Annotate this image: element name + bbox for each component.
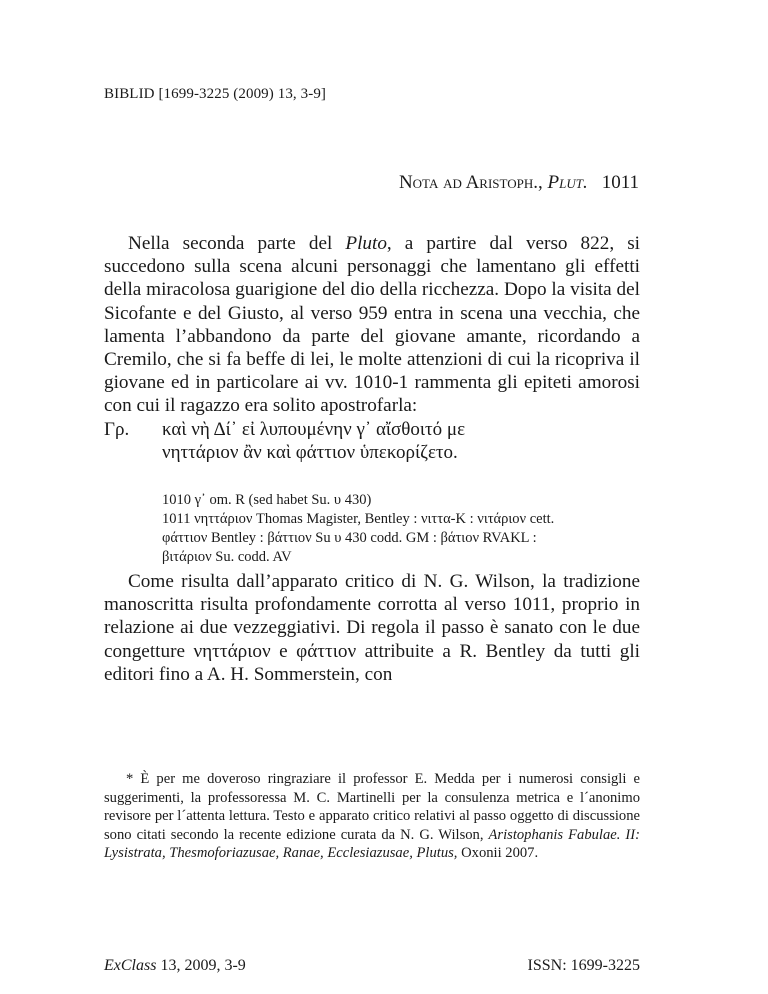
paragraph-intro-part2: , a partire dal verso 822, si succedono sulla scena alcuni personaggi che lamentano gli effetti della miracolosa guarigione del dio della ricchezza. Dopo la visita del Sicofante e del Giusto, al verso 959 entra in scena una vecchia, che lamenta l’abbandono da parte del giovane amante, ricordando a Cremilo, che si fa beffe di lei, le molte attenzioni di cui la ricopriva il giovane ed in particolare ai vv. 1010-1 rammenta gli epiteti amorosi con cui il ragazzo era solito apostrofarla: [104,233,640,417]
apparatus-line: 1010 γ᾽ om. R (sed habet Su. υ 430) [162,492,372,508]
apparatus-line: βιτάριον Su. codd. AV [162,549,292,565]
footnote-edition-title: Aristophanis Fabulae. II: Lysistrata, Thesmoforiazusae, Ranae, Ecclesiazusae, Plutus, [104,826,640,862]
verse-speaker: Γρ. [104,419,130,440]
paragraph-intro-part1: Nella seconda parte del [128,233,346,254]
footnote [104,770,640,863]
footer-journal-name: ExClass [104,957,157,974]
title-work: Plut. [547,172,588,193]
verse-lines [162,418,465,464]
footnote-part2: Oxonii 2007. [457,845,539,862]
paragraph-discussion: Come risulta dall’apparato critico di N. G. Wilson, la tradizione manoscritta risulta profondamente corrotta al verso 1011, proprio in relazione ai due vezzeggiativi. Di regola il passo è sanato con le due congetture νηττάριον e φάττιον attribuite a R. Bentley da tutti gli editori fino a A. H. Sommerstein, con [104,571,640,685]
paragraph-intro-work-title: Pluto [345,233,387,254]
footer-journal-citation [104,957,246,975]
verse-line-1010: καὶ νὴ Δί᾽ εἰ λυπουμένην γ᾽ αἴσθοιτό με [162,419,466,440]
footer-volume: 13, 2009, 3-9 [156,957,246,974]
title-prefix: Nota ad Aristoph., [398,172,548,193]
critical-apparatus [162,491,642,567]
verse-line-1011: νηττάριον ἂν καὶ φάττιον ὑπεκορίζετο. [162,442,458,463]
footer-issn: ISSN: 1699-3225 [527,957,640,974]
paragraph-intro [104,232,640,418]
footnote-part1: * È per me doveroso ringraziare il professor E. Medda per i numerosi consigli e suggerimenti, la professoressa M. C. Martinelli per la consulenza metrica e l´anonimo revisore per l´attenta lettura. Testo e apparato critico relativi al passo oggetto di discussione sono citati secondo la recente edizione curata da N. G. Wilson, [104,771,640,843]
apparatus-line: 1011 νηττάριον Thomas Magister, Bentley : νιττα-K : νιτάριον cett. [162,511,555,527]
article-title [399,172,639,194]
title-line-number: 1011 [601,172,639,193]
apparatus-line: φάττιον Bentley : βάττιον Su υ 430 codd. GM : βάτιον RVAKL : [162,530,537,546]
biblid-header: BIBLID [1699-3225 (2009) 13, 3-9] [104,86,327,102]
